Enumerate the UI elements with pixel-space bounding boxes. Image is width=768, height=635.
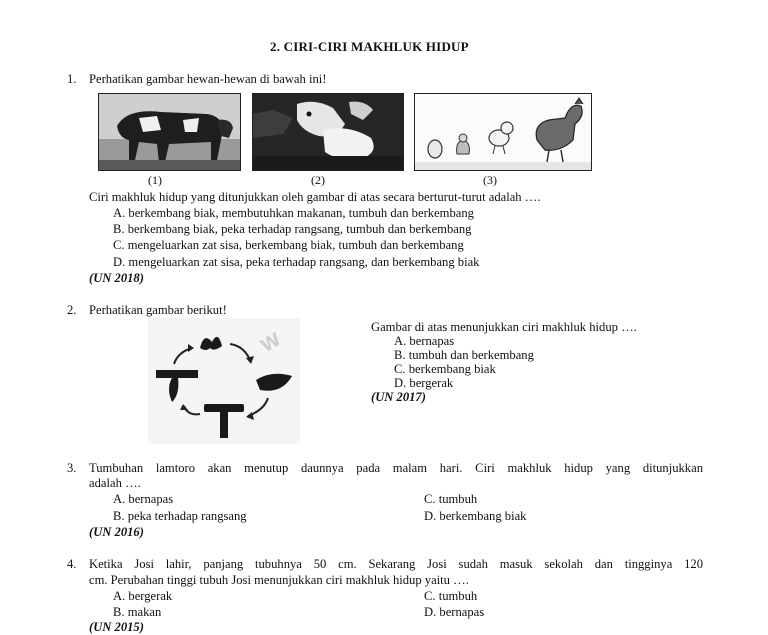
- q3-option-c: C. tumbuh: [424, 492, 478, 506]
- q3-line-1: Tumbuhan lamtoro akan menutup daunnya pada malam hari. Ciri makhluk hidup yang ditunjukkan: [89, 461, 703, 475]
- q1-image-animal: [252, 93, 404, 171]
- q3-option-a: A. bernapas: [113, 492, 174, 506]
- q2-option-a: A. bernapas: [394, 334, 455, 348]
- q4-line-1: Ketika Josi lahir, panjang tubuhnya 50 cm. Sekarang Josi sudah masuk sekolah dan tingginya 120: [89, 557, 703, 571]
- page-title: 2. CIRI-CIRI MAKHLUK HIDUP: [270, 39, 469, 54]
- q1-image-cow: [98, 93, 241, 171]
- q1-caption-2: (2): [311, 173, 325, 187]
- q1-option-a: A. berkembang biak, membutuhkan makanan, tumbuh dan berkembang: [113, 206, 474, 220]
- q3-line-2: adalah ….: [89, 476, 141, 490]
- q2-option-b: B. tumbuh dan berkembang: [394, 348, 534, 362]
- q1-prompt: Perhatikan gambar hewan-hewan di bawah ini!: [89, 72, 327, 86]
- q4-option-b: B. makan: [113, 605, 162, 619]
- q4-line-2: cm. Perubahan tinggi tubuh Josi menunjukkan ciri makhluk hidup yaitu ….: [89, 573, 469, 587]
- q3-option-b: B. peka terhadap rangsang: [113, 509, 247, 523]
- q1-option-c: C. mengeluarkan zat sisa, berkembang biak, tumbuh dan berkembang: [113, 238, 464, 252]
- q4-source: (UN 2015): [89, 620, 144, 634]
- q1-caption-3: (3): [483, 173, 497, 187]
- q3-source: (UN 2016): [89, 525, 144, 539]
- q1-number: 1.: [67, 72, 77, 86]
- q3-number: 3.: [67, 461, 77, 475]
- q1-option-d: D. mengeluarkan zat sisa, peka terhadap rangsang, dan berkembang biak: [113, 255, 480, 269]
- q1-option-b: B. berkembang biak, peka terhadap rangsang, tumbuh dan berkembang: [113, 222, 472, 236]
- q2-source: (UN 2017): [371, 390, 426, 404]
- q2-option-d: D. bergerak: [394, 376, 454, 390]
- q2-option-c: C. berkembang biak: [394, 362, 496, 376]
- q2-stem: Gambar di atas menunjukkan ciri makhluk hidup ….: [371, 320, 637, 334]
- q2-prompt: Perhatikan gambar berikut!: [89, 303, 227, 317]
- q2-life-cycle-diagram: [148, 318, 300, 444]
- q4-option-c: C. tumbuh: [424, 589, 478, 603]
- q1-stem: Ciri makhluk hidup yang ditunjukkan oleh gambar di atas secara berturut-turut adalah ….: [89, 190, 541, 204]
- q4-option-d: D. bernapas: [424, 605, 485, 619]
- q1-source: (UN 2018): [89, 271, 144, 285]
- q1-caption-1: (1): [148, 173, 162, 187]
- q1-image-chicken-growth: [414, 93, 592, 171]
- svg-text:W: W: [257, 329, 285, 358]
- q4-option-a: A. bergerak: [113, 589, 173, 603]
- q4-number: 4.: [67, 557, 77, 571]
- q3-option-d: D. berkembang biak: [424, 509, 527, 523]
- q2-number: 2.: [67, 303, 77, 317]
